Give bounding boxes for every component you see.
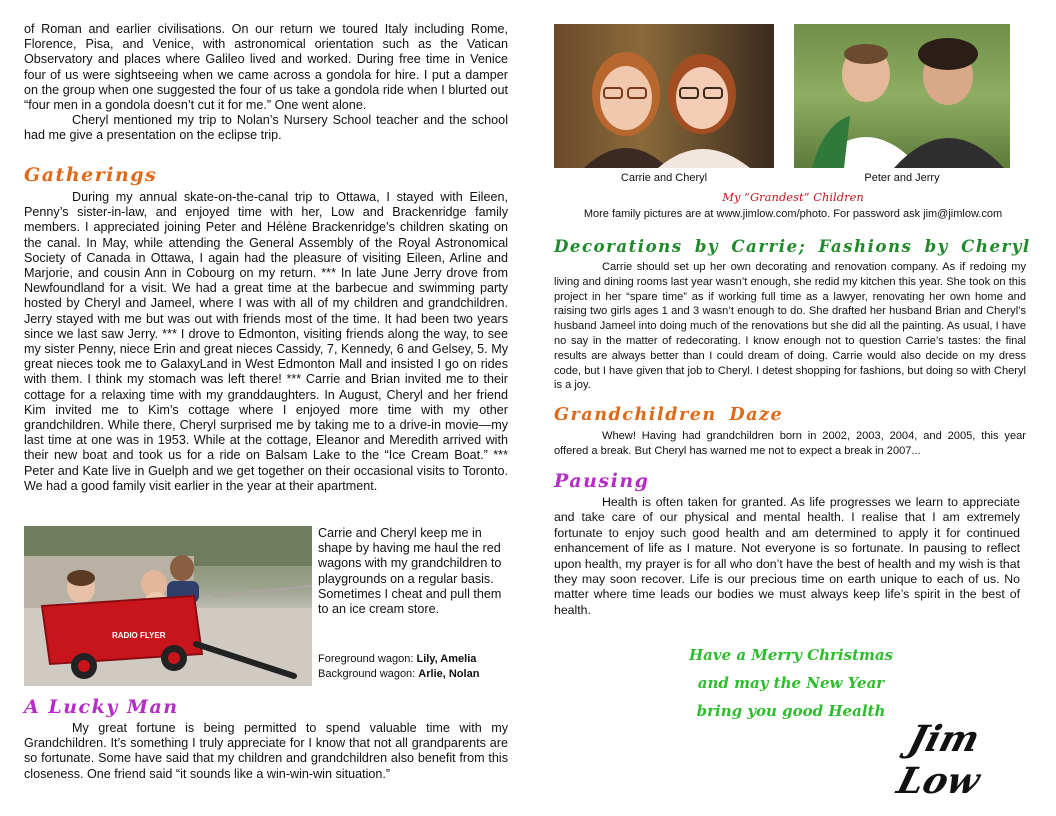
wagon-text: Carrie and Cheryl keep me in shape by having me haul the red wagons with my grandchildren to playgrounds on a regular basis. Sometimes I cheat and pull them to an ice cream store.	[318, 526, 502, 617]
pausing-heading: Pausing	[554, 470, 650, 492]
photo-caption-carrie-cheryl: Carrie and Cheryl	[620, 172, 708, 184]
closing-line-3: bring you good Health	[696, 702, 886, 720]
intro-paragraph-2: Cheryl mentioned my trip to Nolan’s Nursery School teacher and the school had me give a presentation on the eclipse trip.	[24, 113, 508, 143]
wagon-photo	[24, 526, 312, 686]
decorations-paragraph: Carrie should set up her own decorating and renovation company. As if redoing my living and dining rooms last year wasn’t enough, she redid my kitchen this year. She took on this project in her “spare time” as if working full time as a lawyer, renovating her own home and raising two girls ages 1 and 3 wasn’t enough to do. She drafted her husband Brian and Cheryl’s husband Jameel into doing much of the renovations but she did all the painting. As usual, I have no say in the matter of redecorating. I know enough not to question Carrie’s tastes: the final results are always better than I could dream of doing. Carrie would also decide on my dress code, but I have given that job to Cheryl. I detest shopping for fashions, but doing so with Cheryl is a joy.	[554, 261, 1026, 392]
wagon-captions	[318, 652, 518, 682]
grandchildren-daze-paragraph: Whew! Having had grandchildren born in 2002, 2003, 2004, and 2005, this year offered a break. But Cheryl has warned me not to expect a break in 2007...	[554, 430, 1026, 457]
signature: Jim Low	[892, 718, 985, 802]
photos-title: My “Grandest” Children	[722, 190, 864, 204]
decorations-heading: Decorations by Carrie; Fashions by Cheryl	[554, 236, 1031, 256]
lucky-man-paragraph: My great fortune is being permitted to spend valuable time with my Grandchildren. It’s something I truly appreciate for I know that not all grandparents are so fortunate. Some have said that my children and grandchildren also benefit from this closeness. One friend said “it sounds like a win-win-win situation.”	[24, 721, 508, 781]
carrie-cheryl-photo-art	[554, 24, 774, 168]
photo-caption-peter-jerry: Peter and Jerry	[864, 172, 940, 184]
grandchildren-daze-heading: Grandchildren Daze	[554, 404, 784, 425]
lucky-man-heading: A Lucky Man	[24, 696, 179, 718]
pausing-paragraph: Health is often taken for granted. As life progresses we learn to appreciate and take care of our physical and mental health. I realise that I am extremely fortunate to enjoy such good health and am determined to apply it for continued enhancement of life as I mature. Not everyone is so fortunate. In pausing to reflect upon health, my prayer is for all who don’t have the best of health and my wish is that they may soon recover. Life is our precious time on earth unique to each of us. No matter where time leads our bodies we must always keep life’s spirit in the best of health.	[554, 495, 1020, 617]
wagon-caption-foreground: Foreground wagon: Lily, Amelia	[318, 653, 477, 665]
wagon-photo-art	[24, 526, 312, 686]
peter-jerry-photo	[794, 24, 1010, 168]
closing-line-2: and may the New Year	[697, 674, 885, 692]
svg-text:RADIO FLYER: RADIO FLYER	[112, 631, 166, 640]
carrie-cheryl-photo	[554, 24, 774, 168]
wagon-caption-background: Background wagon: Arlie, Nolan	[318, 668, 480, 680]
intro-paragraph-1: of Roman and earlier civilisations. On our return we toured Italy including Rome, Florence, Pisa, and Venice, with astronomical orientation such as the Vatican Observatory and places where Galileo lived and worked. During free time in Venice four of us were sightseeing when we came across a gondola for hire. I put a damper on the group when one suggested the four of us take a gondola ride when I blurted out “four men in a gondola doesn’t cut it for me.” One went alone.	[24, 22, 508, 113]
closing-line-1: Have a Merry Christmas	[688, 646, 894, 664]
peter-jerry-photo-art	[794, 24, 1010, 168]
gatherings-heading: Gatherings	[24, 164, 158, 186]
gatherings-paragraph: During my annual skate-on-the-canal trip to Ottawa, I stayed with Eileen, Penny’s sister-in-law, and enjoyed time with her, Low and Brackenridge family members. I appreciated joining Peter and Hélène Brackenridge’s children skating on the canal. In May, while attending the General Assembly of the Royal Astronomical Society of Canada in Ottawa, I again had the pleasure of visiting Eileen, Arline and Marjorie, and cousin Ann in Cobourg on my return. *** In late June Jerry drove from Newfoundland for a visit. We had a great time at the barbecue and swimming party hosted by Cheryl and Jameel, where I was with all of my children and grandchildren. Jerry stayed with me but was out with friends most of the time. It had been two years since we last saw Jerry. *** I drove to Edmonton, visiting friends along the way, to see my sister Penny, niece Erin and great nieces Cassidy, 7, Kennedy, 6 and Gelsey, 5. My great nieces took me to GalaxyLand in West Edmonton Mall and insisted I go on rides with them. I think my stomach was left there! *** Carrie and Brian invited me to their cottage for a relaxing time with my granddaughters. In August, Cheryl and her friend Kim invited me to Kim’s cottage where I enjoyed more time with my other grandchildren. While there, Cheryl surprised me by taking me to a drive-in movie—my last time at one was in 1953. While at the cottage, Eleanor and Meredith arrived with their new boat and took us for a ride on Balsam Lake to the “Ice Cream Boat.” *** Peter and Kate live in Guelph and we get together on their occasional visits to Toronto. We had a good family visit earlier in the year at their apartment.	[24, 190, 508, 493]
photos-note: More family pictures are at www.jimlow.com/photo. For password ask jim@jimlow.com	[583, 208, 1003, 220]
